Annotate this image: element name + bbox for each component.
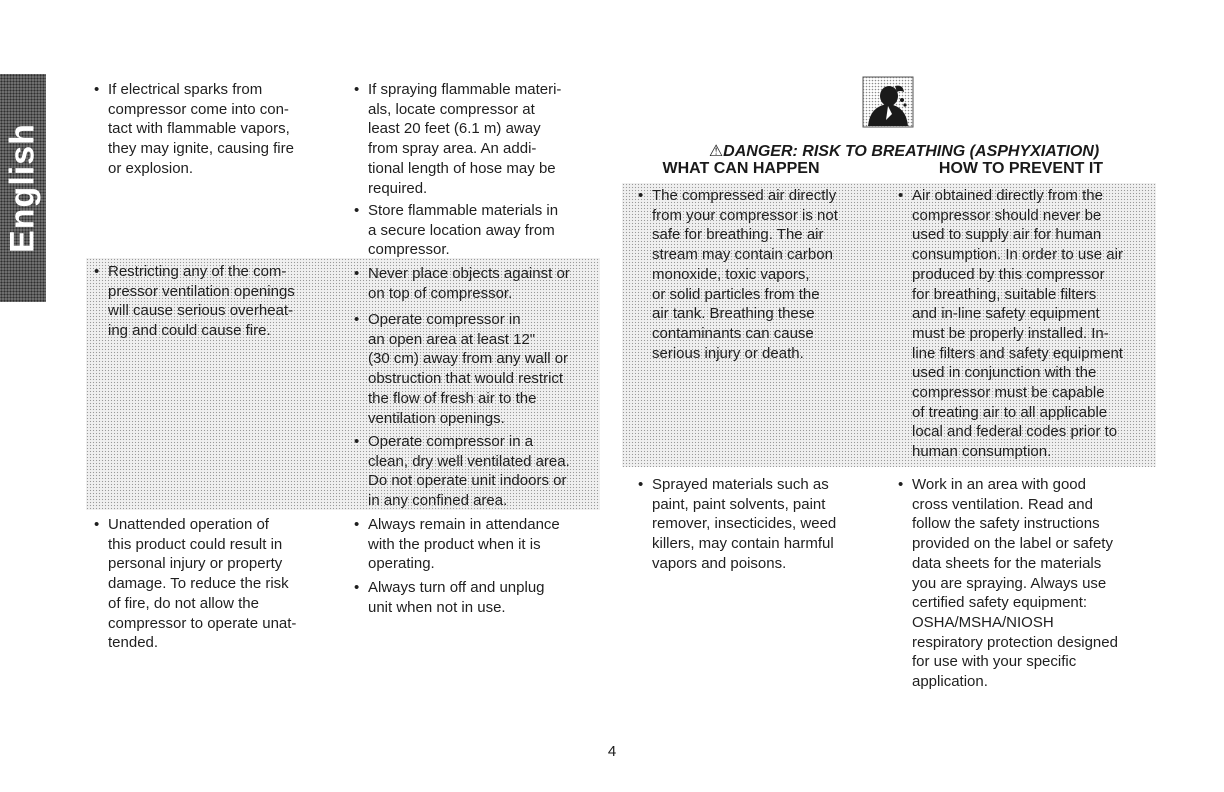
what-can-happen-header: WHAT CAN HAPPEN <box>662 160 820 177</box>
attendance-text: Always remain in attendance with the product when it is operating. <box>368 516 560 573</box>
bullet-sprayed-materials: • Sprayed materials such as paint, paint solvents, paint remover, insecticides, weed killers, may contain harmful vapors and poisons. <box>652 475 880 574</box>
bullet-attendance: • Always remain in attendance with the product when it is operating. <box>368 515 600 574</box>
how-to-prevent-header: HOW TO PREVENT IT <box>938 160 1104 177</box>
cross-ventilation-text: Work in an area with good cross ventilation. Read and follow the safety instructions provided on the label or safety data sheets for the materials you are spraying. Always use certified safety equipment: OSHA/MSHA/NIOSH respiratory protection designed for use with your specific application. <box>912 476 1118 691</box>
bullet-store: • Store flammable materials in a secure location away from compressor. <box>368 201 600 260</box>
language-tab-label: English <box>3 123 42 253</box>
unplug-text: Always turn off and unplug unit when not in use. <box>368 579 545 616</box>
clean-dry-text: Operate compressor in a clean, dry well ventilated area. Do not operate unit indoors or in any confined area. <box>368 433 570 510</box>
bullet-compressed-air: • The compressed air directly from your compressor is not safe for breathing. The air stream may contain carbon monoxide, toxic vapors, or solid particles from the air tank. Breathing these contaminants can cause serious injury or death. <box>652 186 880 363</box>
bullet-air-filters: • Air obtained directly from the compressor should never be used to supply air for human consumption. In order to use air produced by this compressor for breathing, suitable filters and in-line safety equipment must be properly installed. In- line filters and safety equipment used in conjunction with the compressor must be capable of treating air to all applicable local and federal codes prior to human consumption. <box>912 186 1156 462</box>
bullet-cross-ventilation: • Work in an area with good cross ventilation. Read and follow the safety instructions provided on the label or safety data sheets for the materials you are spraying. Always use certified safety equipment: OSHA/MSHA/NIOSH respiratory protection designed for use with your specific application. <box>912 475 1156 692</box>
bullet-unattended: • Unattended operation of this product could result in personal injury or property damage. To reduce the risk of fire, do not allow the compressor to operate unat- tended. <box>108 515 348 653</box>
alert-triangle-icon: ⚠ <box>708 143 724 160</box>
spraying-text: If spraying flammable materi- als, locate compressor at least 20 feet (6.1 m) away from spray area. An addi- tional length of hose may be required. <box>368 81 562 197</box>
asphyxiation-warning-icon <box>862 76 914 128</box>
page-number: 4 <box>607 743 617 760</box>
sparks-text: If electrical sparks from compressor come into con- tact with flammable vapors, they may ignite, causing fire or explosion. <box>108 81 294 177</box>
bullet-open-area: • Operate compressor in an open area at least 12" (30 cm) away from any wall or obstruction that would restrict the flow of fresh air to the ventilation openings. <box>368 310 600 428</box>
bullet-clean-dry: • Operate compressor in a clean, dry well ventilated area. Do not operate unit indoors or in any confined area. <box>368 432 600 511</box>
ventilation-text: Restricting any of the com- pressor ventilation openings will cause serious overheat- ing and could cause fire. <box>108 263 295 340</box>
language-tab <box>0 74 46 302</box>
sprayed-materials-text: Sprayed materials such as paint, paint solvents, paint remover, insecticides, weed killers, may contain harmful vapors and poisons. <box>652 476 837 572</box>
bullet-sparks: • If electrical sparks from compressor come into con- tact with flammable vapors, they may ignite, causing fire or explosion. <box>108 80 348 179</box>
air-filters-text: Air obtained directly from the compressor should never be used to supply air for human consumption. In order to use air produced by this compressor for breathing, suitable filters and in-line safety equipment must be properly installed. In- line filters and safety equipment used in conjunction with the compressor must be capable of treating air to all applicable local and federal codes prior to human consumption. <box>912 187 1123 461</box>
unattended-text: Unattended operation of this product could result in personal injury or property damage. To reduce the risk of fire, do not allow the compressor to operate unat- tended. <box>108 516 297 652</box>
store-text: Store flammable materials in a secure location away from compressor. <box>368 202 559 259</box>
bullet-never-place: • Never place objects against or on top of compressor. <box>368 264 600 303</box>
never-place-text: Never place objects against or on top of compressor. <box>368 265 570 302</box>
danger-title-text: DANGER: RISK TO BREATHING (ASPHYXIATION) <box>723 143 1100 160</box>
open-area-text: Operate compressor in an open area at least 12" (30 cm) away from any wall or obstruction that would restrict the flow of fresh air to the ventilation openings. <box>368 311 569 427</box>
danger-title <box>660 141 1148 161</box>
compressed-air-text: The compressed air directly from your compressor is not safe for breathing. The air stream may contain carbon monoxide, toxic vapors, or solid particles from the air tank. Breathing these contaminants can cause serious injury or death. <box>652 187 838 362</box>
bullet-unplug: • Always turn off and unplug unit when not in use. <box>368 578 600 617</box>
bullet-spraying: • If spraying flammable materi- als, locate compressor at least 20 feet (6.1 m) away from spray area. An addi- tional length of hose may be required. <box>368 80 600 198</box>
bullet-ventilation: • Restricting any of the com- pressor ventilation openings will cause serious overheat- ing and could cause fire. <box>108 262 348 341</box>
